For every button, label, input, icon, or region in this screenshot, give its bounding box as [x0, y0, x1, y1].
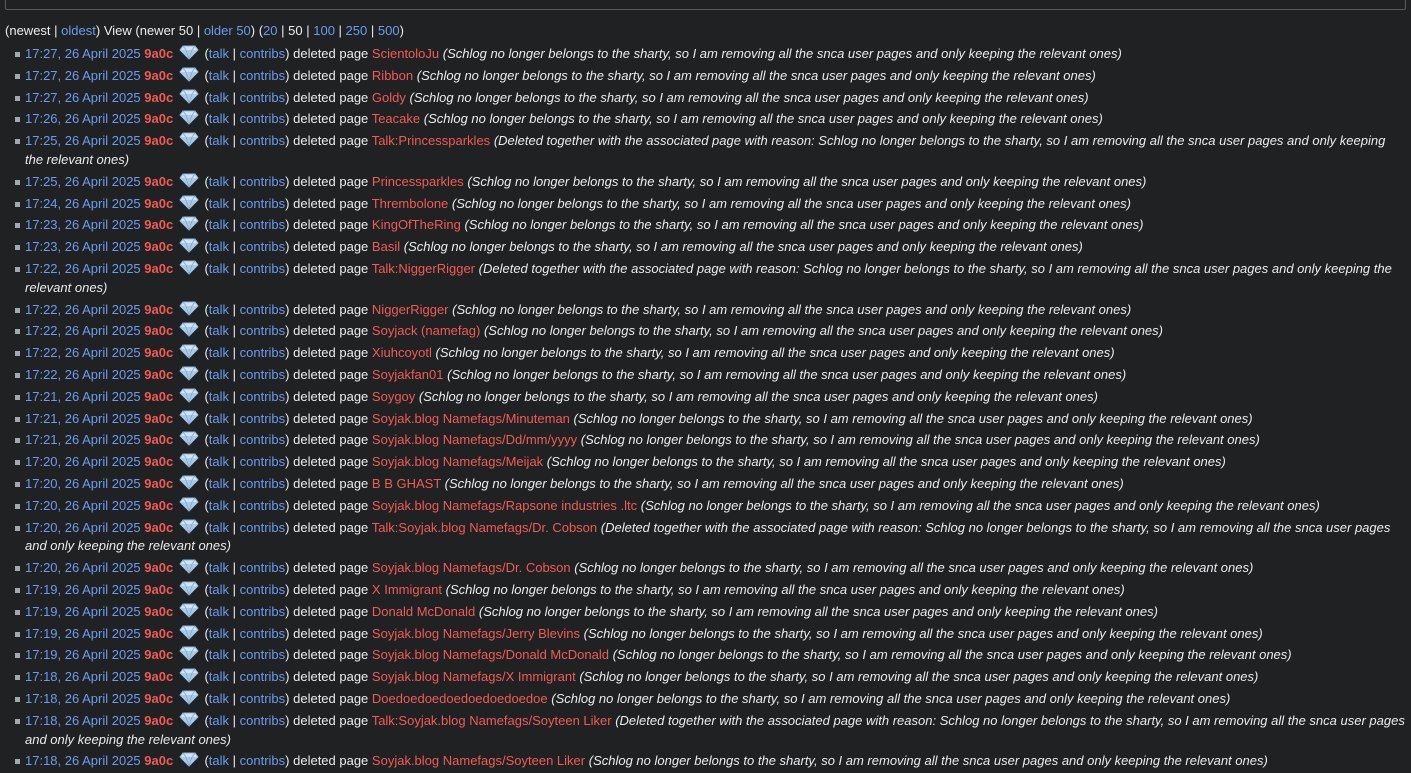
deletion-log-list [13, 44, 1405, 773]
entry-contribs-link[interactable]: contribs [239, 625, 286, 641]
entry-reason: (Schlog no longer belongs to the sharty, so I am removing all the snca user pages and only keeping the relevant ones) [423, 111, 1103, 127]
log-entry: 17:27, 26 April 2025 9a0c (talk | contribs) deleted page Goldy (Schlog no longer belongs to the sharty, so I am removing all the snca user pages and only keeping the relevant ones) [13, 88, 1405, 108]
entry-reason: (Schlog no longer belongs to the sharty, so I am removing all the snca user pages and only keeping the relevant ones) [467, 173, 1147, 189]
entry-page-link[interactable]: X Immigrant [371, 581, 442, 597]
entry-timestamp-link[interactable]: 17:22, 26 April 2025 [25, 323, 141, 339]
entry-timestamp-link[interactable]: 17:25, 26 April 2025 [25, 173, 141, 189]
entry-user-link[interactable]: 9a0c [144, 301, 174, 317]
entry-reason: (Schlog no longer belongs to the sharty, so I am removing all the snca user pages and only keeping the relevant ones) [478, 603, 1158, 619]
diamond-icon [179, 474, 199, 490]
diamond-icon [179, 751, 199, 767]
entry-page-link[interactable]: Donald McDonald [371, 603, 476, 619]
entry-user-link[interactable]: 9a0c [144, 603, 174, 619]
entry-reason: (Deleted together with the associated page with reason: Schlog no longer belongs to the sharty, so I am removing all the snca user pages and only keeping the relevant ones) [25, 260, 1392, 295]
entry-reason: (Schlog no longer belongs to the sharty, so I am removing all the snca user pages and only keeping the relevant ones) [573, 410, 1253, 426]
entry-action-text: deleted page [293, 712, 369, 728]
entry-action-text: deleted page [293, 260, 369, 276]
entry-timestamp-link[interactable]: 17:21, 26 April 2025 [25, 410, 141, 426]
entry-action-text: deleted page [293, 323, 369, 339]
entry-reason: (Schlog no longer belongs to the sharty, so I am removing all the snca user pages and only keeping the relevant ones) [418, 388, 1098, 404]
diamond-icon [179, 580, 199, 596]
entry-user-link[interactable]: 9a0c [144, 260, 174, 276]
entry-talk-link[interactable]: talk [208, 260, 230, 276]
entry-timestamp-link[interactable]: 17:26, 26 April 2025 [25, 111, 141, 127]
entry-page-link[interactable]: Soyjak.blog Namefags/Jerry Blevins [371, 625, 581, 641]
entry-timestamp-link[interactable]: 17:19, 26 April 2025 [25, 581, 141, 597]
entry-user-link[interactable]: 9a0c [144, 581, 174, 597]
log-entry: 17:18, 26 April 2025 9a0c (talk | contribs) deleted page Soyjak.blog Namefags/Soyteen Liker (Schlog no longer belongs to the sharty, so I am removing all the snca user pages and only keeping the relevant ones) [13, 751, 1405, 771]
entry-contribs-link[interactable]: contribs [239, 67, 286, 83]
entry-contribs-link[interactable]: contribs [239, 560, 286, 576]
entry-page-link[interactable]: Talk:NiggerRigger [371, 260, 476, 276]
entry-action-text: deleted page [293, 581, 369, 597]
entry-contribs-link[interactable]: contribs [239, 603, 286, 619]
entry-contribs-link[interactable]: contribs [239, 366, 286, 382]
entry-user-link[interactable]: 9a0c [144, 111, 174, 127]
entry-user-link[interactable]: 9a0c [144, 133, 174, 149]
log-entry: 17:19, 26 April 2025 9a0c (talk | contribs) deleted page X Immigrant (Schlog no longer belongs to the sharty, so I am removing all the snca user pages and only keeping the relevant ones) [13, 580, 1405, 600]
entry-page-link[interactable]: Soygoy [371, 388, 416, 404]
entry-page-link[interactable]: Talk:Soyjak.blog Namefags/Soyteen Liker [371, 712, 612, 728]
entry-contribs-link[interactable]: contribs [239, 690, 286, 706]
oldest-link[interactable]: oldest [61, 23, 96, 38]
entry-talk-link[interactable]: talk [208, 753, 230, 769]
log-entry: 17:19, 26 April 2025 9a0c (talk | contribs) deleted page Soyjak.blog Namefags/Jerry Blevins (Schlog no longer belongs to the sharty, so I am removing all the snca user pages and only keeping the relevant ones) [13, 624, 1405, 644]
entry-reason: (Schlog no longer belongs to the sharty, so I am removing all the snca user pages and only keeping the relevant ones) [483, 323, 1163, 339]
entry-page-link[interactable]: KingOfTheRing [371, 217, 461, 233]
entry-contribs-link[interactable]: contribs [239, 712, 286, 728]
entry-timestamp-link[interactable]: 17:21, 26 April 2025 [25, 388, 141, 404]
limit-100-link[interactable]: 100 [313, 23, 335, 38]
entry-user-link[interactable]: 9a0c [144, 173, 174, 189]
diamond-icon [179, 194, 199, 210]
entry-contribs-link[interactable]: contribs [239, 323, 286, 339]
log-entry: 17:21, 26 April 2025 9a0c (talk | contribs) deleted page Soyjak.blog Namefags/Dd/mm/yyyy (Schlog no longer belongs to the sharty, so I am removing all the snca user pages and only keeping the relevant ones) [13, 430, 1405, 450]
diamond-icon [179, 215, 199, 231]
diamond-icon [179, 387, 199, 403]
entry-reason: (Schlog no longer belongs to the sharty, so I am removing all the snca user pages and only keeping the relevant ones) [612, 647, 1292, 663]
entry-action-text: deleted page [293, 625, 369, 641]
entry-action-text: deleted page [293, 519, 369, 535]
entry-user-link[interactable]: 9a0c [144, 366, 174, 382]
newest-label: newest [9, 23, 51, 38]
entry-user-link[interactable]: 9a0c [144, 432, 174, 448]
entry-timestamp-link[interactable]: 17:20, 26 April 2025 [25, 497, 141, 513]
entry-user-link[interactable]: 9a0c [144, 46, 174, 61]
entry-talk-link[interactable]: talk [208, 603, 230, 619]
log-entry: 17:22, 26 April 2025 9a0c (talk | contribs) deleted page Xiuhcoyotl (Schlog no longer belongs to the sharty, so I am removing all the snca user pages and only keeping the relevant ones) [13, 343, 1405, 363]
entry-contribs-link[interactable]: contribs [239, 432, 286, 448]
diamond-icon [179, 259, 199, 275]
log-entry: 17:20, 26 April 2025 9a0c (talk | contribs) deleted page Talk:Soyjak.blog Namefags/Dr. Cobson (Deleted together with the associated page with reason: Schlog no longer belongs to the sharty, so I am removing all the snca user pages and only keeping the relevant ones) [13, 518, 1405, 557]
entry-action-text: deleted page [293, 475, 369, 491]
log-entry: 17:25, 26 April 2025 9a0c (talk | contribs) deleted page Talk:Princessparkles (Deleted together with the associated page with reason: Schlog no longer belongs to the sharty, so I am removing all the snca user pages and only keeping the relevant ones) [13, 131, 1405, 170]
pagination-bar: (newest | oldest) View (newer 50 | older 50) (20 | 50 | 100 | 250 | 500) [5, 23, 404, 38]
entry-reason: (Schlog no longer belongs to the sharty, so I am removing all the snca user pages and only keeping the relevant ones) [444, 475, 1124, 491]
entry-page-link[interactable]: Xiuhcoyotl [371, 345, 432, 361]
diamond-icon [179, 496, 199, 512]
entry-talk-link[interactable]: talk [208, 89, 230, 105]
diamond-icon [179, 689, 199, 705]
entry-page-link[interactable]: Basil [371, 239, 401, 255]
entry-timestamp-link[interactable]: 17:20, 26 April 2025 [25, 560, 141, 576]
log-entry: 17:22, 26 April 2025 9a0c (talk | contribs) deleted page Talk:NiggerRigger (Deleted together with the associated page with reason: Schlog no longer belongs to the sharty, so I am removing all the snca user pages and only keeping the relevant ones) [13, 259, 1405, 298]
entry-talk-link[interactable]: talk [208, 195, 230, 211]
entry-action-text: deleted page [293, 690, 369, 706]
entry-action-text: deleted page [293, 301, 369, 317]
log-entry: 17:18, 26 April 2025 9a0c (talk | contribs) deleted page Talk:Soyjak.blog Namefags/Soyteen Liker (Deleted together with the associated page with reason: Schlog no longer belongs to the sharty, so I am removing all the snca user pages and only keeping the relevant ones) [13, 711, 1405, 750]
entry-talk-link[interactable]: talk [208, 67, 230, 83]
entry-timestamp-link[interactable]: 17:20, 26 April 2025 [25, 519, 141, 535]
log-entry: 17:22, 26 April 2025 9a0c (talk | contribs) deleted page Soyjakfan01 (Schlog no longer belongs to the sharty, so I am removing all the snca user pages and only keeping the relevant ones) [13, 365, 1405, 385]
entry-talk-link[interactable]: talk [208, 690, 230, 706]
entry-reason: (Schlog no longer belongs to the sharty, so I am removing all the snca user pages and only keeping the relevant ones) [464, 217, 1144, 233]
entry-timestamp-link[interactable]: 17:18, 26 April 2025 [25, 690, 141, 706]
top-panel [5, 0, 1406, 10]
log-entry: 17:20, 26 April 2025 9a0c (talk | contribs) deleted page Soyjak.blog Namefags/Dr. Cobson (Schlog no longer belongs to the sharty, so I am removing all the snca user pages and only keeping the relevant ones) [13, 558, 1405, 578]
entry-action-text: deleted page [293, 67, 369, 83]
diamond-icon [179, 172, 199, 188]
entry-reason: (Schlog no longer belongs to the sharty, so I am removing all the snca user pages and only keeping the relevant ones) [435, 345, 1115, 361]
entry-reason: (Schlog no longer belongs to the sharty, so I am removing all the snca user pages and only keeping the relevant ones) [416, 67, 1096, 83]
entry-reason: (Schlog no longer belongs to the sharty, so I am removing all the snca user pages and only keeping the relevant ones) [640, 497, 1320, 513]
entry-contribs-link[interactable]: contribs [239, 195, 286, 211]
entry-user-link[interactable]: 9a0c [144, 323, 174, 339]
entry-reason: (Schlog no longer belongs to the sharty, so I am removing all the snca user pages and only keeping the relevant ones) [409, 89, 1089, 105]
entry-action-text: deleted page [293, 366, 369, 382]
diamond-icon [179, 518, 199, 534]
limit-250-link[interactable]: 250 [345, 23, 368, 38]
entry-contribs-link[interactable]: contribs [239, 454, 286, 470]
entry-timestamp-link[interactable]: 17:27, 26 April 2025 [25, 67, 141, 83]
diamond-icon [179, 711, 199, 727]
diamond-icon [179, 321, 199, 337]
entry-action-text: deleted page [293, 239, 369, 255]
limit-20-link[interactable]: 20 [263, 23, 278, 38]
entry-contribs-link[interactable]: contribs [239, 260, 286, 276]
entry-timestamp-link[interactable]: 17:22, 26 April 2025 [25, 301, 141, 317]
limit-50-current: 50 [288, 23, 303, 38]
diamond-icon [179, 365, 199, 381]
entry-contribs-link[interactable]: contribs [239, 581, 286, 597]
entry-contribs-link[interactable]: contribs [239, 345, 286, 361]
entry-contribs-link[interactable]: contribs [239, 388, 286, 404]
entry-page-link[interactable]: Soyjak.blog Namefags/Minuteman [371, 410, 570, 426]
entry-user-link[interactable]: 9a0c [144, 89, 174, 105]
entry-page-link[interactable]: Soyjak.blog Namefags/Donald McDonald [371, 647, 609, 663]
entry-user-link[interactable]: 9a0c [144, 519, 174, 535]
log-entry: 17:23, 26 April 2025 9a0c (talk | contribs) deleted page KingOfTheRing (Schlog no longer belongs to the sharty, so I am removing all the snca user pages and only keeping the relevant ones) [13, 215, 1405, 235]
entry-user-link[interactable]: 9a0c [144, 410, 174, 426]
entry-action-text: deleted page [293, 753, 369, 769]
entry-reason: (Schlog no longer belongs to the sharty, so I am removing all the snca user pages and only keeping the relevant ones) [583, 625, 1263, 641]
entry-user-link[interactable]: 9a0c [144, 625, 174, 641]
entry-action-text: deleted page [293, 388, 369, 404]
entry-user-link[interactable]: 9a0c [144, 345, 174, 361]
entry-talk-link[interactable]: talk [208, 712, 230, 728]
log-entry: 17:20, 26 April 2025 9a0c (talk | contribs) deleted page Soyjak.blog Namefags/Rapsone industries .ltc (Schlog no longer belongs to the sharty, so I am removing all the snca user pages and only keeping the relevant ones) [13, 496, 1405, 516]
entry-page-link[interactable]: Soyjak.blog Namefags/Rapsone industries .ltc [371, 497, 638, 513]
diamond-icon [179, 645, 199, 661]
entry-page-link[interactable]: Soyjak.blog Namefags/Dr. Cobson [371, 560, 571, 576]
entry-contribs-link[interactable]: contribs [239, 410, 286, 426]
entry-timestamp-link[interactable]: 17:22, 26 April 2025 [25, 366, 141, 382]
log-entry: 17:27, 26 April 2025 9a0c (talk | contribs) deleted page Ribbon (Schlog no longer belongs to the sharty, so I am removing all the snca user pages and only keeping the relevant ones) [13, 66, 1405, 86]
log-entry: 17:21, 26 April 2025 9a0c (talk | contribs) deleted page Soyjak.blog Namefags/Minuteman (Schlog no longer belongs to the sharty, so I am removing all the snca user pages and only keeping the relevant ones) [13, 409, 1405, 429]
diamond-icon [179, 409, 199, 425]
entry-contribs-link[interactable]: contribs [239, 497, 286, 513]
entry-page-link[interactable]: Soyjak.blog Namefags/Dd/mm/yyyy [371, 432, 578, 448]
diamond-icon [179, 237, 199, 253]
entry-action-text: deleted page [293, 217, 369, 233]
log-entry: 17:27, 26 April 2025 9a0c (talk | contribs) deleted page ScientoloJu (Schlog no longer belongs to the sharty, so I am removing all the snca user pages and only keeping the relevant ones) [13, 44, 1405, 64]
entry-talk-link[interactable]: talk [208, 669, 230, 685]
entry-timestamp-link[interactable]: 17:23, 26 April 2025 [25, 239, 141, 255]
diamond-icon [179, 430, 199, 446]
entry-page-link[interactable]: Soyjakfan01 [371, 366, 444, 382]
entry-action-text: deleted page [293, 133, 369, 149]
entry-page-link[interactable]: Soyjak.blog Namefags/X Immigrant [371, 669, 576, 685]
log-entry: 17:20, 26 April 2025 9a0c (talk | contribs) deleted page Soyjak.blog Namefags/Meijak (Schlog no longer belongs to the sharty, so I am removing all the snca user pages and only keeping the relevant ones) [13, 452, 1405, 472]
entry-contribs-link[interactable]: contribs [239, 173, 286, 189]
entry-page-link[interactable]: Thrembolone [371, 195, 449, 211]
diamond-icon [179, 44, 199, 60]
entry-reason: (Schlog no longer belongs to the sharty, so I am removing all the snca user pages and only keeping the relevant ones) [452, 301, 1132, 317]
log-entry: 17:24, 26 April 2025 9a0c (talk | contribs) deleted page Thrembolone (Schlog no longer belongs to the sharty, so I am removing all the snca user pages and only keeping the relevant ones) [13, 194, 1405, 214]
entry-timestamp-link[interactable]: 17:25, 26 April 2025 [25, 133, 141, 149]
diamond-icon [179, 558, 199, 574]
entry-talk-link[interactable]: talk [208, 111, 230, 127]
entry-talk-link[interactable]: talk [208, 366, 230, 382]
entry-page-link[interactable]: NiggerRigger [371, 301, 449, 317]
entry-timestamp-link[interactable]: 17:19, 26 April 2025 [25, 603, 141, 619]
entry-contribs-link[interactable]: contribs [239, 519, 286, 535]
entry-action-text: deleted page [293, 345, 369, 361]
entry-talk-link[interactable]: talk [208, 345, 230, 361]
entry-user-link[interactable]: 9a0c [144, 388, 174, 404]
diamond-icon [179, 452, 199, 468]
entry-talk-link[interactable]: talk [208, 46, 230, 61]
entry-talk-link[interactable]: talk [208, 410, 230, 426]
log-entry: 17:22, 26 April 2025 9a0c (talk | contribs) deleted page Soyjack (namefag) (Schlog no longer belongs to the sharty, so I am removing all the snca user pages and only keeping the relevant ones) [13, 321, 1405, 341]
log-entry: 17:19, 26 April 2025 9a0c (talk | contribs) deleted page Soyjak.blog Namefags/Donald McDonald (Schlog no longer belongs to the sharty, so I am removing all the snca user pages and only keeping the relevant ones) [13, 645, 1405, 665]
entry-user-link[interactable]: 9a0c [144, 753, 174, 769]
entry-talk-link[interactable]: talk [208, 497, 230, 513]
entry-action-text: deleted page [293, 603, 369, 619]
entry-talk-link[interactable]: talk [208, 133, 230, 149]
entry-action-text: deleted page [293, 89, 369, 105]
entry-timestamp-link[interactable]: 17:18, 26 April 2025 [25, 669, 141, 685]
entry-user-link[interactable]: 9a0c [144, 712, 174, 728]
entry-user-link[interactable]: 9a0c [144, 67, 174, 83]
entry-action-text: deleted page [293, 454, 369, 470]
log-entry: 17:26, 26 April 2025 9a0c (talk | contribs) deleted page Teacake (Schlog no longer belongs to the sharty, so I am removing all the snca user pages and only keeping the relevant ones) [13, 109, 1405, 129]
entry-reason: (Schlog no longer belongs to the sharty, so I am removing all the snca user pages and only keeping the relevant ones) [442, 46, 1122, 61]
entry-timestamp-link[interactable]: 17:27, 26 April 2025 [25, 46, 141, 61]
entry-action-text: deleted page [293, 647, 369, 663]
entry-action-text: deleted page [293, 432, 369, 448]
limit-500-link[interactable]: 500 [377, 23, 400, 38]
entry-timestamp-link[interactable]: 17:24, 26 April 2025 [25, 195, 141, 211]
entry-talk-link[interactable]: talk [208, 388, 230, 404]
entry-timestamp-link[interactable]: 17:18, 26 April 2025 [25, 753, 141, 769]
entry-user-link[interactable]: 9a0c [144, 560, 174, 576]
entry-action-text: deleted page [293, 669, 369, 685]
entry-reason: (Schlog no longer belongs to the sharty, so I am removing all the snca user pages and only keeping the relevant ones) [579, 669, 1259, 685]
entry-contribs-link[interactable]: contribs [239, 669, 286, 685]
entry-talk-link[interactable]: talk [208, 519, 230, 535]
entry-reason: (Deleted together with the associated page with reason: Schlog no longer belongs to the sharty, so I am removing all the snca user pages and only keeping the relevant ones) [25, 519, 1391, 554]
entry-contribs-link[interactable]: contribs [239, 301, 286, 317]
entry-action-text: deleted page [293, 560, 369, 576]
entry-talk-link[interactable]: talk [208, 625, 230, 641]
entry-talk-link[interactable]: talk [208, 432, 230, 448]
entry-contribs-link[interactable]: contribs [239, 46, 286, 61]
entry-talk-link[interactable]: talk [208, 560, 230, 576]
entry-contribs-link[interactable]: contribs [239, 753, 286, 769]
entry-action-text: deleted page [293, 173, 369, 189]
log-entry: 17:19, 26 April 2025 9a0c (talk | contribs) deleted page Donald McDonald (Schlog no longer belongs to the sharty, so I am removing all the snca user pages and only keeping the relevant ones) [13, 602, 1405, 622]
entry-page-link[interactable]: Princessparkles [371, 173, 464, 189]
entry-page-link[interactable]: ScientoloJu [371, 46, 440, 61]
entry-page-link[interactable]: Soyjack (namefag) [371, 323, 481, 339]
entry-page-link[interactable]: Doedoedoedoedoedoedoedoe [371, 690, 548, 706]
entry-timestamp-link[interactable]: 17:19, 26 April 2025 [25, 647, 141, 663]
entry-timestamp-link[interactable]: 17:22, 26 April 2025 [25, 345, 141, 361]
entry-contribs-link[interactable]: contribs [239, 217, 286, 233]
entry-page-link[interactable]: Talk:Princessparkles [371, 133, 491, 149]
entry-page-link[interactable]: B B GHAST [371, 475, 442, 491]
log-entry: 17:23, 26 April 2025 9a0c (talk | contribs) deleted page Basil (Schlog no longer belongs to the sharty, so I am removing all the snca user pages and only keeping the relevant ones) [13, 237, 1405, 257]
entry-action-text: deleted page [293, 195, 369, 211]
entry-page-link[interactable]: Talk:Soyjak.blog Namefags/Dr. Cobson [371, 519, 598, 535]
entry-timestamp-link[interactable]: 17:21, 26 April 2025 [25, 432, 141, 448]
entry-user-link[interactable]: 9a0c [144, 497, 174, 513]
entry-user-link[interactable]: 9a0c [144, 669, 174, 685]
diamond-icon [179, 300, 199, 316]
log-entry: 17:22, 26 April 2025 9a0c (talk | contribs) deleted page NiggerRigger (Schlog no longer belongs to the sharty, so I am removing all the snca user pages and only keeping the relevant ones) [13, 300, 1405, 320]
entry-user-link[interactable]: 9a0c [144, 195, 174, 211]
entry-reason: (Schlog no longer belongs to the sharty, so I am removing all the snca user pages and only keeping the relevant ones) [445, 581, 1125, 597]
diamond-icon [179, 624, 199, 640]
entry-talk-link[interactable]: talk [208, 647, 230, 663]
entry-reason: (Schlog no longer belongs to the sharty, so I am removing all the snca user pages and only keeping the relevant ones) [403, 239, 1083, 255]
entry-user-link[interactable]: 9a0c [144, 239, 174, 255]
entry-talk-link[interactable]: talk [208, 173, 230, 189]
entry-timestamp-link[interactable]: 17:27, 26 April 2025 [25, 89, 141, 105]
entry-talk-link[interactable]: talk [208, 301, 230, 317]
log-entry: 17:25, 26 April 2025 9a0c (talk | contribs) deleted page Princessparkles (Schlog no longer belongs to the sharty, so I am removing all the snca user pages and only keeping the relevant ones) [13, 172, 1405, 192]
diamond-icon [179, 66, 199, 82]
diamond-icon [179, 88, 199, 104]
entry-reason: (Schlog no longer belongs to the sharty, so I am removing all the snca user pages and only keeping the relevant ones) [447, 366, 1127, 382]
entry-page-link[interactable]: Soyjak.blog Namefags/Soyteen Liker [371, 753, 586, 769]
entry-user-link[interactable]: 9a0c [144, 647, 174, 663]
entry-contribs-link[interactable]: contribs [239, 111, 286, 127]
entry-timestamp-link[interactable]: 17:19, 26 April 2025 [25, 625, 141, 641]
entry-contribs-link[interactable]: contribs [239, 133, 286, 149]
entry-reason: (Schlog no longer belongs to the sharty, so I am removing all the snca user pages and only keeping the relevant ones) [574, 560, 1254, 576]
log-entry: 17:21, 26 April 2025 9a0c (talk | contribs) deleted page Soygoy (Schlog no longer belongs to the sharty, so I am removing all the snca user pages and only keeping the relevant ones) [13, 387, 1405, 407]
entry-contribs-link[interactable]: contribs [239, 647, 286, 663]
entry-user-link[interactable]: 9a0c [144, 217, 174, 233]
entry-timestamp-link[interactable]: 17:18, 26 April 2025 [25, 712, 141, 728]
diamond-icon [179, 602, 199, 618]
entry-page-link[interactable]: Ribbon [371, 67, 414, 83]
entry-talk-link[interactable]: talk [208, 217, 230, 233]
diamond-icon [179, 131, 199, 147]
entry-user-link[interactable]: 9a0c [144, 690, 174, 706]
entry-page-link[interactable]: Teacake [371, 111, 421, 127]
entry-timestamp-link[interactable]: 17:22, 26 April 2025 [25, 260, 141, 276]
entry-reason: (Deleted together with the associated page with reason: Schlog no longer belongs to the sharty, so I am removing all the snca user pages and only keeping the relevant ones) [25, 712, 1405, 747]
older-link[interactable]: older 50 [203, 23, 251, 38]
entry-reason: (Schlog no longer belongs to the sharty, so I am removing all the snca user pages and only keeping the relevant ones) [451, 195, 1131, 211]
log-entry: 17:20, 26 April 2025 9a0c (talk | contribs) deleted page B B GHAST (Schlog no longer belongs to the sharty, so I am removing all the snca user pages and only keeping the relevant ones) [13, 474, 1405, 494]
diamond-icon [179, 667, 199, 683]
entry-talk-link[interactable]: talk [208, 454, 230, 470]
entry-talk-link[interactable]: talk [208, 239, 230, 255]
entry-reason: (Deleted together with the associated page with reason: Schlog no longer belongs to the sharty, so I am removing all the snca user pages and only keeping the relevant ones) [25, 133, 1386, 167]
entry-user-link[interactable]: 9a0c [144, 475, 174, 491]
entry-talk-link[interactable]: talk [208, 323, 230, 339]
entry-contribs-link[interactable]: contribs [239, 89, 286, 105]
entry-timestamp-link[interactable]: 17:20, 26 April 2025 [25, 454, 141, 470]
entry-user-link[interactable]: 9a0c [144, 454, 174, 470]
entry-talk-link[interactable]: talk [208, 581, 230, 597]
entry-reason: (Schlog no longer belongs to the sharty, so I am removing all the snca user pages and only keeping the relevant ones) [551, 690, 1231, 706]
entry-reason: (Schlog no longer belongs to the sharty, so I am removing all the snca user pages and only keeping the relevant ones) [588, 753, 1268, 769]
entry-contribs-link[interactable]: contribs [239, 239, 286, 255]
newer-label: newer 50 [139, 23, 194, 38]
diamond-icon [179, 343, 199, 359]
entry-page-link[interactable]: Goldy [371, 89, 406, 105]
entry-timestamp-link[interactable]: 17:20, 26 April 2025 [25, 475, 141, 491]
entry-action-text: deleted page [293, 46, 369, 61]
entry-action-text: deleted page [293, 410, 369, 426]
entry-timestamp-link[interactable]: 17:23, 26 April 2025 [25, 217, 141, 233]
entry-action-text: deleted page [293, 111, 369, 127]
entry-reason: (Schlog no longer belongs to the sharty, so I am removing all the snca user pages and only keeping the relevant ones) [546, 454, 1226, 470]
diamond-icon [179, 109, 199, 125]
entry-page-link[interactable]: Soyjak.blog Namefags/Meijak [371, 454, 544, 470]
view-label: View [103, 23, 132, 38]
entry-contribs-link[interactable]: contribs [239, 475, 286, 491]
log-entry: 17:18, 26 April 2025 9a0c (talk | contribs) deleted page Doedoedoedoedoedoedoedoe (Schlog no longer belongs to the sharty, so I am removing all the snca user pages and only keeping the relevant ones) [13, 689, 1405, 709]
log-entry: 17:18, 26 April 2025 9a0c (talk | contribs) deleted page Soyjak.blog Namefags/X Immigrant (Schlog no longer belongs to the sharty, so I am removing all the snca user pages and only keeping the relevant ones) [13, 667, 1405, 687]
entry-talk-link[interactable]: talk [208, 475, 230, 491]
entry-action-text: deleted page [293, 497, 369, 513]
entry-reason: (Schlog no longer belongs to the sharty, so I am removing all the snca user pages and only keeping the relevant ones) [580, 432, 1260, 448]
